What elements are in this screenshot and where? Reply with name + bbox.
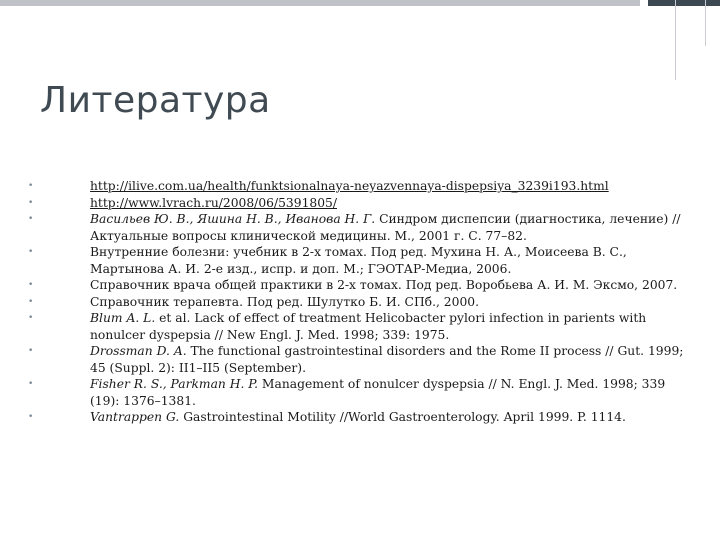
reference-text: Справочник врача общей практики в 2-х томах. Под ред. Воробьева А. И. М. Эксмо, 2007. [90, 278, 678, 292]
reference-item [28, 178, 688, 195]
reference-item [28, 195, 688, 212]
decor-vertical-line [675, 0, 676, 80]
reference-item [28, 277, 688, 294]
reference-authors: Blum A. L. [90, 311, 156, 325]
reference-text: Справочник терапевта. Под ред. Шулутко Б. И. СПб., 2000. [90, 294, 480, 309]
bullet-icon: • [28, 346, 34, 356]
bullet-icon: • [28, 214, 34, 224]
bullet-icon: • [28, 313, 34, 323]
reference-text: Внутренние болезни: учебник в 2-х томах. Под ред. Мухина Н. А., Моисеева В. С., Мартынова А. И. 2-е изд., испр. и доп. М.; ГЭОТАР-Медиа, 2006. [90, 245, 627, 276]
reference-item [28, 343, 688, 376]
reference-text: et al. Lack of effect of treatment Helicobacter pylori infection in parients with nonulcer dyspepsia // New Engl. J. Med. 1998; 339: 1975. [90, 311, 647, 342]
top-bar-dark-segment [648, 0, 720, 6]
top-decor-bar [0, 0, 720, 6]
reference-text: Management of nonulcer dyspepsia // N. Engl. J. Med. 1998; 339 (19): 1376–1381. [90, 377, 666, 408]
bullet-icon: • [28, 379, 34, 389]
top-bar-light-segment [0, 0, 640, 6]
reference-item [28, 376, 688, 409]
bullet-icon: • [28, 247, 34, 257]
bullet-icon: • [28, 412, 34, 422]
reference-item [28, 294, 688, 311]
reference-authors: Vantrappen G. [90, 410, 180, 424]
reference-link[interactable]: http://ilive.com.ua/health/funktsionalnaya-neyazvennaya-dispepsiya_3239i193.html [90, 179, 609, 193]
bullet-icon: • [28, 280, 34, 290]
references-list [28, 178, 688, 426]
bullet-icon: • [28, 181, 34, 191]
bullet-icon: • [28, 197, 34, 208]
reference-text: The functional gastrointestinal disorders and the Rome II process // Gut. 1999; 45 (Suppl. 2): II1–II5 (September). [90, 344, 684, 375]
reference-link[interactable]: http://www.lvrach.ru/2008/06/5391805/ [90, 195, 338, 210]
reference-authors: Fisher R. S., Parkman H. P. [90, 377, 258, 391]
reference-item [28, 211, 688, 244]
bullet-icon: • [28, 296, 34, 307]
reference-item [28, 409, 688, 426]
reference-text: Синдром диспепсии (диагностика, лечение) // Актуальные вопросы клинической медицины. М., 2001 г. С. 77–82. [90, 212, 681, 243]
page-title: Литература [40, 80, 271, 121]
reference-item [28, 310, 688, 343]
reference-authors: Васильев Ю. В., Яшина Н. В., Иванова Н. Г. [90, 212, 376, 226]
reference-text: Gastrointestinal Motility //World Gastroenterology. April 1999. P. 1114. [179, 410, 626, 424]
reference-authors: Drossman D. A. [90, 344, 187, 358]
decor-vertical-line-right [705, 0, 706, 46]
reference-item [28, 244, 688, 277]
